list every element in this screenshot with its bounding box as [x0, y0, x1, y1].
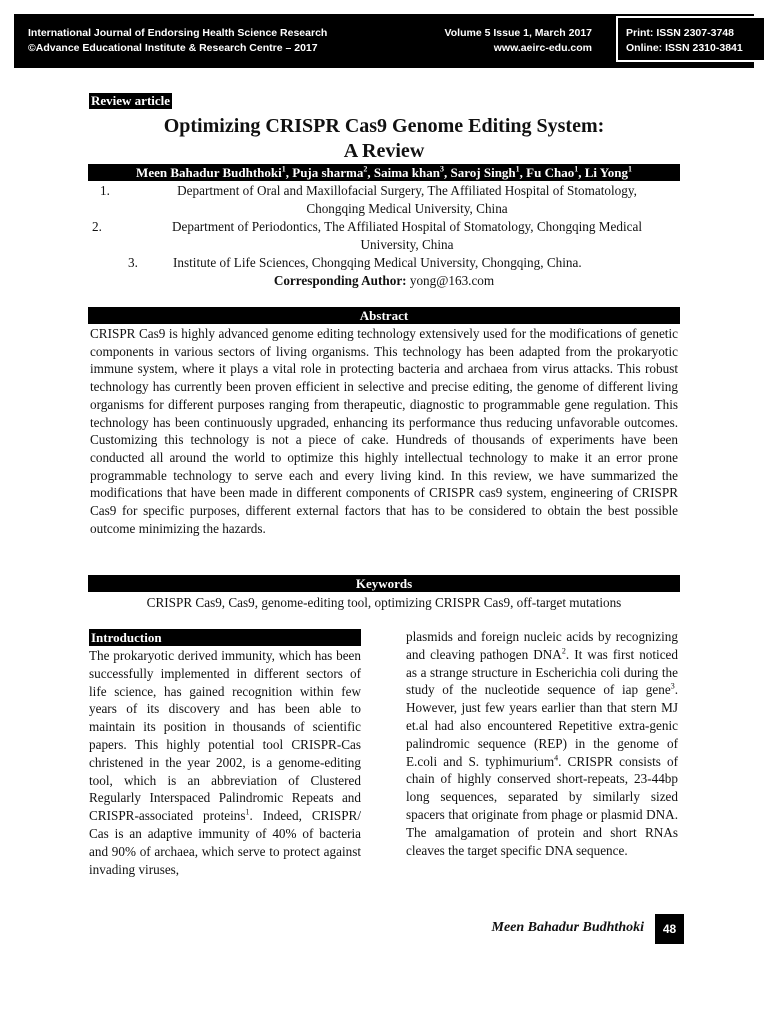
affiliation-number: 1.	[100, 183, 110, 198]
article-title-line1: Optimizing CRISPR Cas9 Genome Editing System:	[163, 115, 605, 137]
author-separator: ,	[444, 165, 451, 180]
introduction-left-column	[89, 647, 361, 878]
corresponding-author-label: Corresponding Author:	[273, 273, 407, 288]
print-issn: Print: ISSN 2307-3748	[626, 27, 734, 39]
affiliation-number: 3.	[128, 255, 138, 270]
author-list	[88, 164, 680, 181]
author-affiliation-marker: 1	[515, 164, 520, 174]
author-affiliation-marker: 2	[363, 164, 368, 174]
page-number: 48	[655, 914, 684, 944]
introduction-heading: Introduction	[89, 629, 361, 646]
intro-text: . Indeed, CRISPR/ Cas is an adaptive immunity of 40% of bacteria and 90% of archaea, which serve to protect against invading viruses,	[89, 808, 361, 877]
affiliation-3	[0, 254, 768, 272]
footer-author-name: Meen Bahadur Budhthoki	[491, 920, 644, 935]
author-separator: ,	[519, 165, 527, 180]
affiliation-number: 2.	[92, 219, 102, 234]
author-separator: ,	[367, 165, 374, 180]
intro-text: The prokaryotic derived immunity, which has been successfully implemented in different sectors of life science, has gained recognition within few years of its discovery and has been able to maintain its position in thousands of scientific papers. This highly potential tool CRISPR-Cas christened in the year 2002, is a genome-editing tool, which is an abbreviation of Clustered Regularly Interspaced Palindromic Repeats and CRISPR-associated proteins	[89, 648, 361, 824]
affiliation-1	[0, 182, 768, 218]
affiliation-text-line1: Department of Periodontics, The Affiliated Hospital of Stomatology, Chongqing Medical	[171, 219, 643, 234]
volume-line: Volume 5 Issue 1, March 2017	[444, 27, 592, 39]
affiliation-text-line1: Institute of Life Sciences, Chongqing Medical University, Chongqing, China.	[173, 255, 582, 270]
article-title-line2: A Review	[343, 140, 425, 162]
author-name: Saima khan	[373, 165, 441, 180]
author-affiliation-marker: 1	[281, 164, 286, 174]
affiliation-text-line2: University, China	[360, 237, 454, 252]
author-name: Meen Bahadur Budhthoki	[136, 165, 282, 180]
intro-text: . However, just few years earlier than that stern MJ et.al had also encountered Repetitive extra-genic palindromic sequence (REP) in the genome of E.coli and S. typhimurium	[406, 682, 678, 769]
author-name: Fu Chao	[526, 165, 575, 180]
affiliation-text-line1: Department of Oral and Maxillofacial Surgery, The Affiliated Hospital of Stomatology,	[177, 183, 637, 198]
journal-name: International Journal of Endorsing Health Science Research	[28, 27, 328, 39]
author-name: Saroj Singh	[450, 165, 516, 180]
affiliation-2	[0, 218, 768, 254]
citation-marker: 4	[554, 753, 559, 763]
keywords-heading: Keywords	[88, 575, 680, 592]
intro-text: . It was first noticed as a strange structure in Escherichia coli during the study of the nucleotide sequence of iap gene	[406, 646, 679, 698]
author-affiliation-marker: 1	[627, 164, 632, 174]
publisher-line: ©Advance Educational Institute & Research Centre – 2017	[28, 42, 318, 54]
author-affiliation-marker: 1	[574, 164, 579, 174]
affiliation-text-line2: Chongqing Medical University, China	[306, 201, 508, 216]
introduction-right-column	[406, 628, 678, 859]
issue-info	[445, 26, 592, 56]
citation-marker: 1	[245, 807, 250, 817]
journal-info	[28, 26, 327, 56]
author-name: Li Yong	[584, 165, 628, 180]
abstract-body: CRISPR Cas9 is highly advanced genome editing technology extensively used for the modifications of genetic components in various sectors of living organisms. This technology has been adapted from the prokaryotic immune system, where it plays a vital role in protecting bacteria and archaea from virus attacks. This robust technology has currently been proven efficient in selective and precise editing, the genome of different living organisms for different purposes ranging from therapeutic, diagnostic to programmable gene regulation. This technology has been continuously upgraded, enhancing its performance thus reducing unfavorable outcomes. Customizing this technology is not a piece of cake. Hundreds of thousands of experiments have been conducted all around the world to optimize this highly intellectual technology to make it an error prone programmable technology to serve each and every living kind. In this review, we have summarized the modifications that have been made in different components of CRISPR cas9 system, engineering of CRISPR Cas9 for specific purposes, different external factors that has to be considered to obtain the best possible outcome minimizing the hazards.	[90, 326, 678, 536]
online-issn: Online: ISSN 2310-3841	[626, 42, 743, 54]
abstract-heading: Abstract	[88, 307, 680, 324]
corresponding-author	[0, 272, 768, 290]
author-affiliation-marker: 3	[440, 164, 445, 174]
author-separator: ,	[578, 165, 585, 180]
intro-text: plasmids and foreign nucleic acids by recognizing and cleaving pathogen DNA	[406, 629, 678, 662]
citation-marker: 2	[561, 646, 566, 656]
article-type-label: Review article	[91, 93, 171, 108]
journal-header-banner	[14, 14, 754, 68]
corresponding-author-email: yong@163.com	[409, 273, 495, 288]
citation-marker: 3	[670, 682, 675, 691]
intro-text: . CRISPR consists of chain of highly conserved short-repeats, 23-44bp long sequences, separated by similarly sized spacers that originate from phage or plasmid DNA. The amalgamation of protein and short RNAs cleaves the target specific DNA sequence.	[406, 753, 679, 858]
author-name: Puja sharma	[292, 165, 364, 180]
author-separator: ,	[285, 165, 293, 180]
journal-website: www.aeirc-edu.com	[493, 42, 592, 54]
keywords-list: CRISPR Cas9, Cas9, genome-editing tool, optimizing CRISPR Cas9, off-target mutations	[146, 595, 622, 610]
issn-box	[616, 16, 766, 62]
